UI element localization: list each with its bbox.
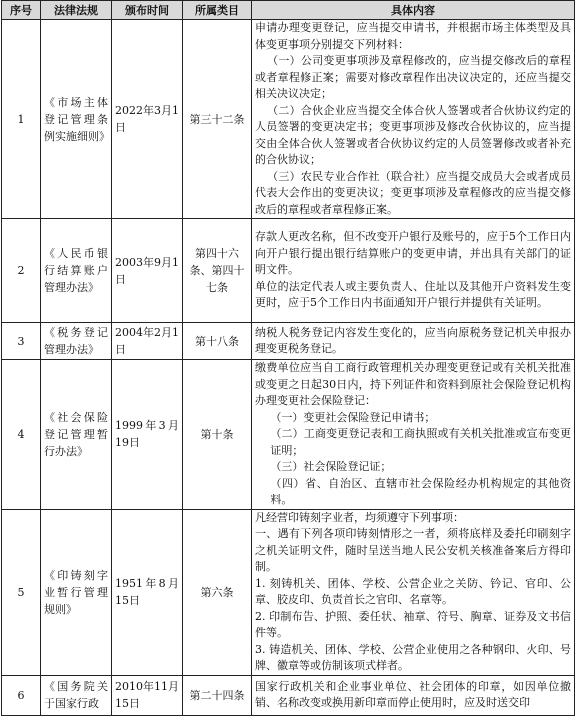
table-row xyxy=(2,509,575,675)
content-paragraph: 一、遇有下列各项印铸刻情形之一者，须将底样及委托印刷刻字之机关证明文件，随时呈送当地人民公安机关核准备案后方得印制。 xyxy=(255,527,571,573)
table-row xyxy=(2,360,575,510)
law-name: 《国务院关于国家行政 xyxy=(41,675,112,715)
content-cell xyxy=(252,675,575,715)
content-paragraph: 单位的法定代表人或主要负责人、住址以及其他开户资料发生变更时，应于5个工作日内书面通知开户银行并提供有关证明。 xyxy=(255,279,571,310)
content-cell xyxy=(252,323,575,360)
content-paragraph: 2. 印制布告、护照、委任状、袖章、符号、胸章、证券及文书信件等。 xyxy=(255,609,571,639)
issue-date: 1999年3月19日 xyxy=(112,360,183,510)
regulation-table xyxy=(1,0,575,716)
article-number: 第十条 xyxy=(183,360,252,510)
content-paragraph: 存款人更改名称，但不改变开户银行及账号的，应于5个工作日内向开户银行提出银行结算账户的变更申请，并出具有关部门的证明文件。 xyxy=(255,230,571,277)
content-paragraph: 缴费单位应当自工商行政管理机关办理变更登记或有关机关批准或变更之日起30日内，持下列证件和资料到原社会保险登记机构办理变更社会保险登记： xyxy=(255,361,571,407)
law-name: 《印铸刻字业暂行管理规则》 xyxy=(41,509,112,675)
table-row xyxy=(2,323,575,360)
content-paragraph: 国家行政机关和企业事业单位、社会团体的印章，如因单位撤销、名称改变或换用新印章而停止使用时，应及时送交印 xyxy=(255,679,571,709)
article-number: 第六条 xyxy=(183,509,252,675)
content-paragraph: 3. 铸造机关、团体、学校、公营企业使用之各种钢印、火印、号牌、徽章等或仿制该项式样者。 xyxy=(255,642,571,672)
content-paragraph: （三）社会保险登记证； xyxy=(270,460,392,473)
content-paragraph: （二）工商变更登记表和工商执照或有关机关批准或宣布变更证明； xyxy=(270,427,571,457)
table-row xyxy=(2,219,575,323)
issue-date: 1951年8月15日 xyxy=(112,509,183,675)
content-paragraph: 凡经营印铸刻字业者，均须遵守下列事项： xyxy=(255,510,464,524)
content-paragraph: 1. 刻铸机关、团体、学校、公营企业之关防、钤记、官印、公章、胶皮印、负责首长之官印、名章等。 xyxy=(255,576,571,606)
law-name: 《社会保险登记管理暂行办法》 xyxy=(41,360,112,510)
issue-date: 2010年11月15日 xyxy=(112,675,183,715)
row-number: 2 xyxy=(2,219,41,323)
content-paragraph: （二）合伙企业应当提交全体合伙人签署或者合伙协议约定的人员签署的变更决定书；变更事项涉及修改合伙协议的，应当提交由全体合伙人签署或者合伙协议约定的人员签署修改或者补充的合伙协议； xyxy=(255,103,571,166)
content-cell xyxy=(252,360,575,510)
article-number: 第二十四条 xyxy=(183,675,252,715)
row-number: 6 xyxy=(2,675,41,715)
table-row xyxy=(2,675,575,715)
content-cell xyxy=(252,509,575,675)
article-number: 第十八条 xyxy=(183,323,252,360)
law-name: 《税务登记管理办法》 xyxy=(41,323,112,360)
content-cell xyxy=(252,20,575,219)
row-number: 1 xyxy=(2,20,41,219)
law-name: 《人民币银行结算账户管理办法》 xyxy=(41,219,112,323)
row-number: 4 xyxy=(2,360,41,510)
header-no: 序号 xyxy=(2,1,41,20)
content-paragraph: 申请办理变更登记，应当提交申请书，并根据市场主体类型及具体变更事项分别提交下列材料： xyxy=(255,21,571,51)
content-paragraph: 纳税人税务登记内容发生变化的，应当向原税务登记机关申报办理变更税务登记。 xyxy=(255,325,571,355)
table-header-row xyxy=(2,1,575,20)
issue-date: 2003年9月1日 xyxy=(112,219,183,323)
row-number: 3 xyxy=(2,323,41,360)
content-paragraph: （一）变更社会保险登记申请书； xyxy=(270,410,436,424)
article-number: 第四十六条、第四十七条 xyxy=(183,219,252,323)
header-content: 具体内容 xyxy=(252,1,575,20)
table-row xyxy=(2,20,575,219)
article-number: 第三十二条 xyxy=(183,20,252,219)
issue-date: 2004年2月1日 xyxy=(112,323,183,360)
header-category: 所属类目 xyxy=(183,1,252,20)
law-name: 《市场主体登记管理条例实施细则》 xyxy=(41,20,112,219)
content-paragraph: （一）公司变更事项涉及章程修改的，应当提交修改后的章程或者章程修正案；需要对修改章程作出决议决定的，还应当提交相关决议决定； xyxy=(255,54,571,100)
content-paragraph: （三）农民专业合作社（联合社）应当提交成员大会或者成员代表大会作出的变更决议；变更事项涉及章程修改的应当提交修改后的章程或者章程修正案。 xyxy=(255,169,571,216)
row-number: 5 xyxy=(2,509,41,675)
header-law: 法律法规 xyxy=(41,1,112,20)
content-paragraph: （四）省、自治区、直辖市社会保险经办机构规定的其他资料。 xyxy=(270,476,571,506)
issue-date: 2022年3月1日 xyxy=(112,20,183,219)
content-cell xyxy=(252,219,575,323)
header-date: 颁布时间 xyxy=(112,1,183,20)
